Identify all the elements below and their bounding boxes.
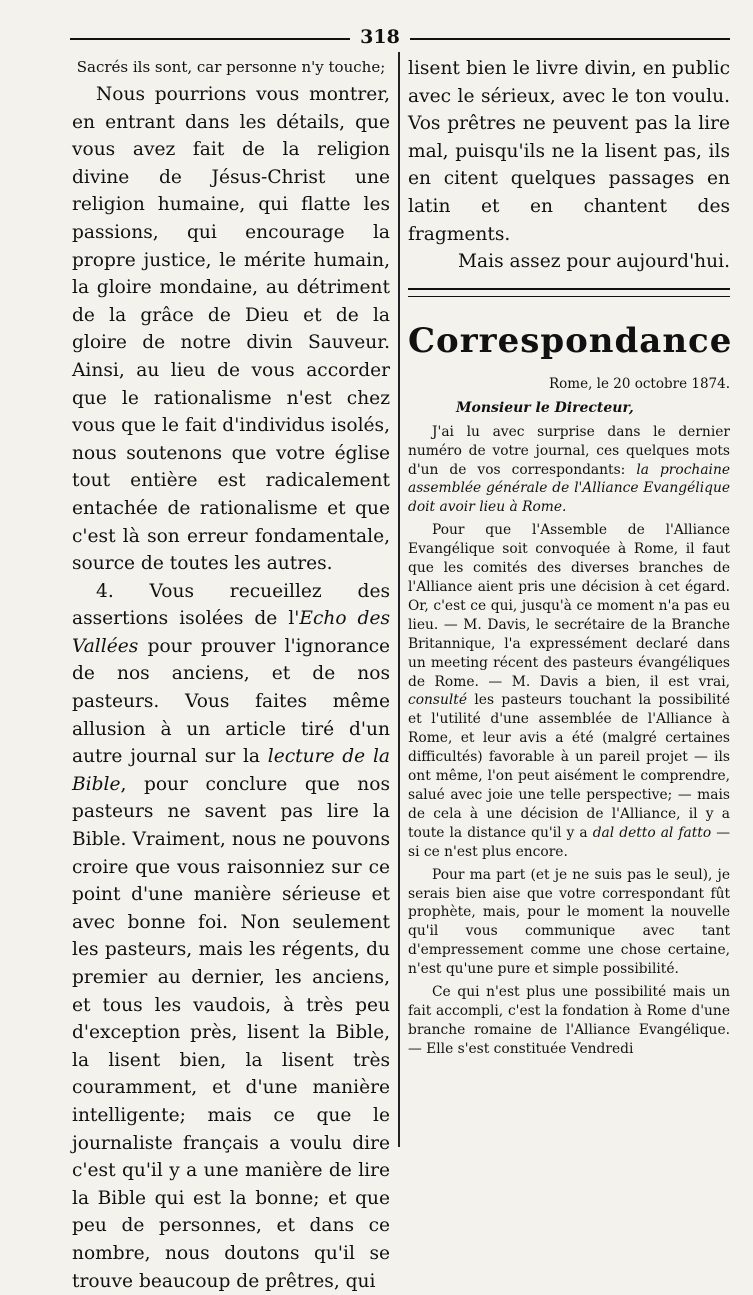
letter-paragraph-3: Pour ma part (et je ne suis pas le seul), je serais bien aise que votre correspondant fût prophète, mais, pour le moment la nouvelle qu'il vous communique avec tant d'empressement comme une chose certaine, n'est qu'une pure et simple possibilité. (408, 866, 730, 978)
text-run: pour prouver l'ignorance de nos anciens, et de nos pasteurs. Vous faites même allusion à un article tiré d'un autre journal sur la (72, 635, 390, 768)
paragraph-rationalism: Nous pourrions vous montrer, en entrant dans les détails, que vous avez fait de la religion divine de Jésus-Christ une religion humaine, qui flatte les passions, qui encourage la propre justice, le mérite humain, la gloire mondaine, au détriment de la grâce de Dieu et de la gloire de notre divin Sauveur. Ainsi, au lieu de vous accorder que le rationalisme n'est chez vous que le fait d'individus isolés, nous soutenons que votre église tout entière est radicalement entachée de rationalisme et que c'est là son erreur fondamentale, source de toutes les autres. (72, 84, 390, 575)
closing-line: Mais assez pour aujourd'hui. (458, 251, 730, 273)
journal-title: Echo des Vallées (72, 608, 390, 657)
italian-phrase: dal detto al fatto (592, 824, 712, 841)
quoted-assertion: la prochaine assemblée générale de l'Alliance Evangélique doit avoir lieu à Rome. (408, 461, 731, 516)
page-number: 318 (360, 26, 400, 48)
paragraph-continuation: lisent bien le livre divin, en public avec le sérieux, avec le ton voulu. Vos prêtres ne peuvent pas la lire mal, puisqu'ils ne la lisent pas, ils en citent quelques passages en latin et en chantent des fragments. (408, 58, 730, 245)
epigraph-line: Sacrés ils sont, car personne n'y touche; (76, 58, 386, 76)
salutation: Monsieur le Directeur, (456, 399, 634, 416)
text-run: , pour conclure que nos pasteurs ne savent pas lire la Bible. Vraiment, nous ne pouvons croire que vous raisonniez sur ce point d'une manière sérieuse et avec bonne foi. Non seulement les pasteurs, mais les régents, du premier au dernier, les anciens, et tous les vaudois, à très peu d'exception près, lisent la Bible, la lisent bien, la lisent très couramment, et d'une manière intelligente; mais ce que le journaliste français a voulu dire c'est qu'il y a une manière de lire la Bible qui est la bonne; et que peu de personnes, et dans ce nombre, nous doutons qu'il se trouve beaucoup de prêtres, qui (72, 773, 390, 1292)
page-header (70, 26, 730, 50)
section-title: Correspondance (408, 320, 733, 361)
article-title: lecture de la Bible (72, 746, 390, 795)
letter-paragraph-2 (408, 521, 730, 861)
column-divider (398, 52, 400, 1147)
right-column (408, 55, 733, 1059)
text-run: J'ai lu avec surprise dans le dernier numéro de votre journal, ces quelques mots d'un de vos correspondants: (408, 423, 730, 478)
dateline: Rome, le 20 octobre 1874. (549, 375, 730, 392)
text-run: les pasteurs touchant la possibilité et l'utilité d'une assemblée de l'Alliance à Rome, et leur avis a été (malgré certaines difficultés) favorable à un pareil projet — ils ont même, l'on peut aisément le comprendre, salué avec joie une telle perspective; — mais de cela à une décision de l'Alliance, il y a toute la distance qu'il y a (408, 692, 730, 841)
paragraph-echo-des-vallees (72, 578, 390, 1295)
emphasis-consulte: consulté (408, 692, 468, 709)
text-run: Pour que l'Assemble de l'Alliance Evangélique soit convoquée à Rome, il faut que les comités des diverses branches de l'Alliance aient pris une décision à cet égard. Or, c'est ce qui, jusqu'à ce moment n'a pas eu lieu. — M. Davis, le secrétaire de la Branche Britannique, l'a expressément declaré dans un meeting récent des pasteurs évangéliques de Rome. — M. Davis a bien, il est vrai, (408, 522, 730, 690)
left-column (72, 55, 390, 1295)
letter-paragraph-1 (408, 423, 730, 518)
letter-paragraph-4: Ce qui n'est plus une possibilité mais un fait accompli, c'est la fondation à Rome d'une branche romaine de l'Alliance Evangélique. — Elle s'est constituée Vendredi (408, 984, 730, 1057)
text-run: 4. Vous recueillez des assertions isolées de l' (72, 580, 390, 630)
section-separator (408, 288, 730, 297)
header-rule-right (410, 38, 730, 40)
header-rule-left (70, 38, 350, 40)
text-run: — si ce n'est plus encore. (408, 824, 730, 860)
